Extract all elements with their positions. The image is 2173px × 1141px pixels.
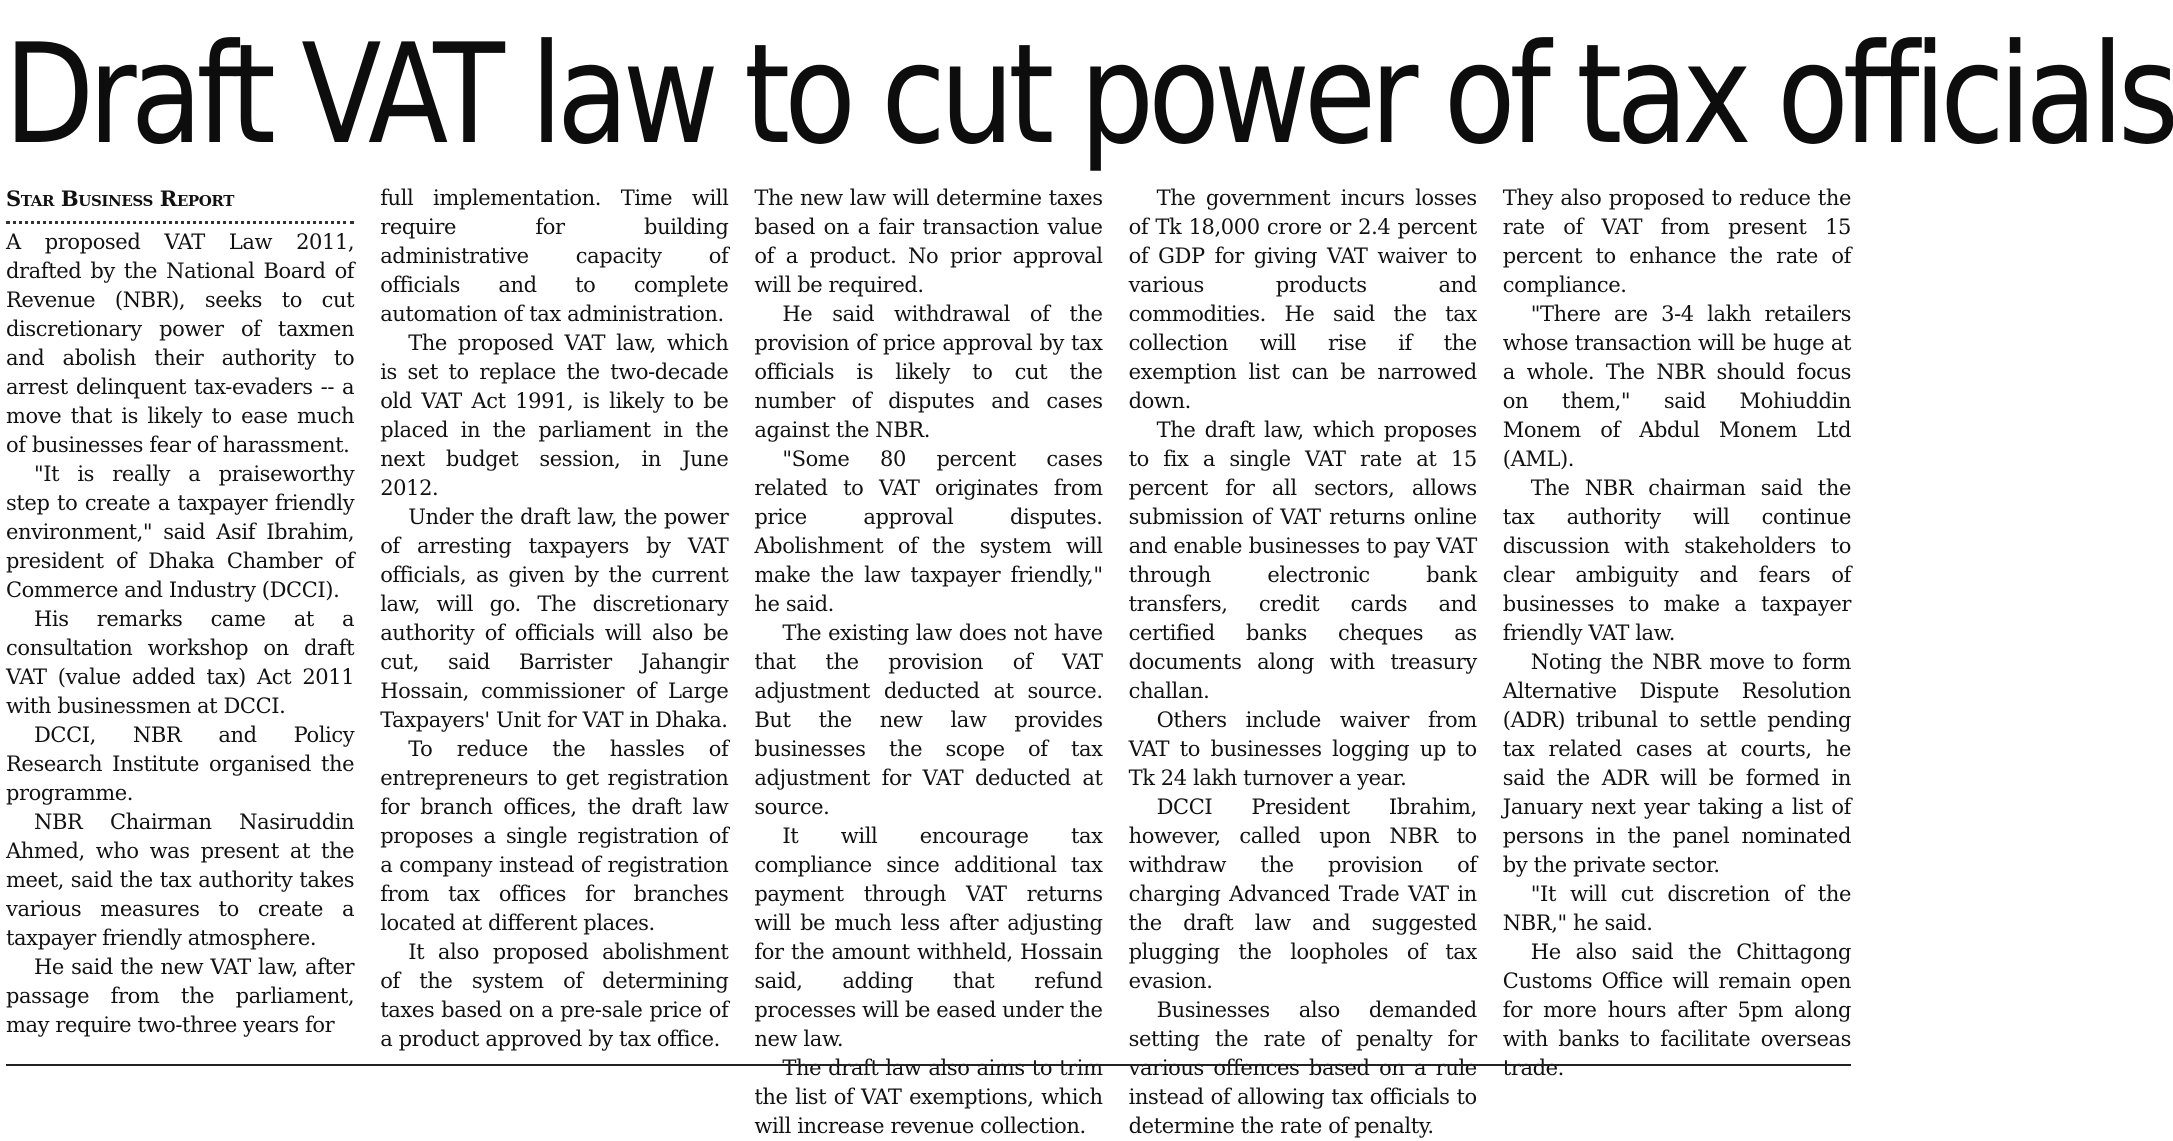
bottom-divider [6, 1064, 1851, 1066]
article-paragraph: A proposed VAT Law 2011, drafted by the National Board of Revenue (NBR), seeks to cut discretionary power of taxmen and abolish their authority to arrest delinquent tax-evaders -- a move that is likely to ease much of businesses fear of harassment. [6, 230, 355, 457]
byline: Star Business Report [6, 186, 234, 211]
article-paragraph: The new law will determine taxes based on a fair transaction value of a product. No prior approval will be required. [754, 186, 1103, 297]
article-paragraph: They also proposed to reduce the rate of VAT from present 15 percent to enhance the rate of compliance. [1502, 186, 1851, 297]
article-column-4 [1129, 184, 1477, 1141]
article-paragraph: It also proposed abolishment of the system of determining taxes based on a pre-sale price of a product approved by tax office. [380, 940, 729, 1051]
article-paragraph: To reduce the hassles of entrepreneurs to get registration for branch offices, the draft law proposes a single registration of a company instead of registration from tax offices for branches located at different places. [380, 737, 729, 935]
byline-divider [6, 221, 354, 224]
article-paragraph: full implementation. Time will require for building administrative capacity of officials and to complete automation of tax administration. [380, 186, 729, 326]
article-paragraph: It will encourage tax compliance since additional tax payment through VAT returns will be much less after adjusting for the amount withheld, Hossain said, adding that refund processes will be eased under the new law. [754, 824, 1103, 1051]
article-paragraph: Noting the NBR move to form Alternative Dispute Resolution (ADR) tribunal to settle pending tax related cases at courts, he said the ADR will be formed in January next year taking a list of persons in the panel nominated by the private sector. [1502, 650, 1851, 877]
article-paragraph: The NBR chairman said the tax authority will continue discussion with stakeholders to clear ambiguity and fears of businesses to make a taxpayer friendly VAT law. [1502, 476, 1851, 645]
article-paragraph: The draft law also aims to trim the list of VAT exemptions, which will increase revenue collection. [754, 1056, 1103, 1138]
article-column-5 [1503, 184, 1851, 1141]
article-body [6, 184, 1851, 1138]
article-paragraph: "It is really a praiseworthy step to create a taxpayer friendly environment," said Asif Ibrahim, president of Dhaka Chamber of Commerce and Industry (DCCI). [6, 462, 355, 602]
article-paragraph: "It will cut discretion of the NBR," he said. [1502, 882, 1851, 935]
article-paragraph: The draft law, which proposes to fix a single VAT rate at 15 percent for all sectors, allows submission of VAT returns online and enable businesses to pay VAT through electronic bank transfers, credit cards and certified banks cheques as documents along with treasury challan. [1128, 418, 1477, 703]
article-paragraph: The proposed VAT law, which is set to replace the two-decade old VAT Act 1991, is likely to be placed in the parliament in the next budget session, in June 2012. [380, 331, 729, 500]
article-paragraph: Businesses also demanded setting the rate of penalty for various offences based on a rule instead of allowing tax officials to determine the rate of penalty. [1128, 998, 1477, 1138]
article-paragraph: Under the draft law, the power of arresting taxpayers by VAT officials, as given by the current law, will go. The discretionary authority of officials will also be cut, said Barrister Jahangir Hossain, commissioner of Large Taxpayers' Unit for VAT in Dhaka. [380, 505, 729, 732]
article-column-3 [754, 184, 1102, 1141]
article-column-1 [6, 184, 354, 1141]
article-paragraph: He said withdrawal of the provision of price approval by tax officials is likely to cut the number of disputes and cases against the NBR. [754, 302, 1103, 442]
article-paragraph: He also said the Chittagong Customs Office will remain open for more hours after 5pm along with banks to facilitate overseas trade. [1502, 940, 1851, 1080]
article-paragraph: The existing law does not have that the provision of VAT adjustment deducted at source. But the new law provides businesses the scope of tax adjustment for VAT deducted at source. [754, 621, 1103, 819]
article-paragraph: He said the new VAT law, after passage from the parliament, may require two-three years for [6, 955, 355, 1037]
article-paragraph: His remarks came at a consultation workshop on draft VAT (value added tax) Act 2011 with businessmen at DCCI. [6, 607, 355, 718]
article-paragraph: NBR Chairman Nasiruddin Ahmed, who was present at the meet, said the tax authority takes various measures to create a taxpayer friendly atmosphere. [6, 810, 355, 950]
article-paragraph: DCCI, NBR and Policy Research Institute organised the programme. [6, 723, 355, 805]
headline: Draft VAT law to cut power of tax officials [4, 14, 2173, 175]
article-column-2 [380, 184, 728, 1141]
article-paragraph: Others include waiver from VAT to businesses logging up to Tk 24 lakh turnover a year. [1128, 708, 1477, 790]
article-paragraph: "Some 80 percent cases related to VAT originates from price approval disputes. Abolishment of the system will make the law taxpayer friendly," he said. [754, 447, 1103, 616]
article-paragraph: DCCI President Ibrahim, however, called upon NBR to withdraw the provision of charging Advanced Trade VAT in the draft law and suggested plugging the loopholes of tax evasion. [1128, 795, 1477, 993]
article-paragraph: "There are 3-4 lakh retailers whose transaction will be huge at a whole. The NBR should focus on them," said Mohiuddin Monem of Abdul Monem Ltd (AML). [1502, 302, 1851, 471]
article-paragraph: The government incurs losses of Tk 18,000 crore or 2.4 percent of GDP for giving VAT waiver to various products and commodities. He said the tax collection will rise if the exemption list can be narrowed down. [1128, 186, 1477, 413]
